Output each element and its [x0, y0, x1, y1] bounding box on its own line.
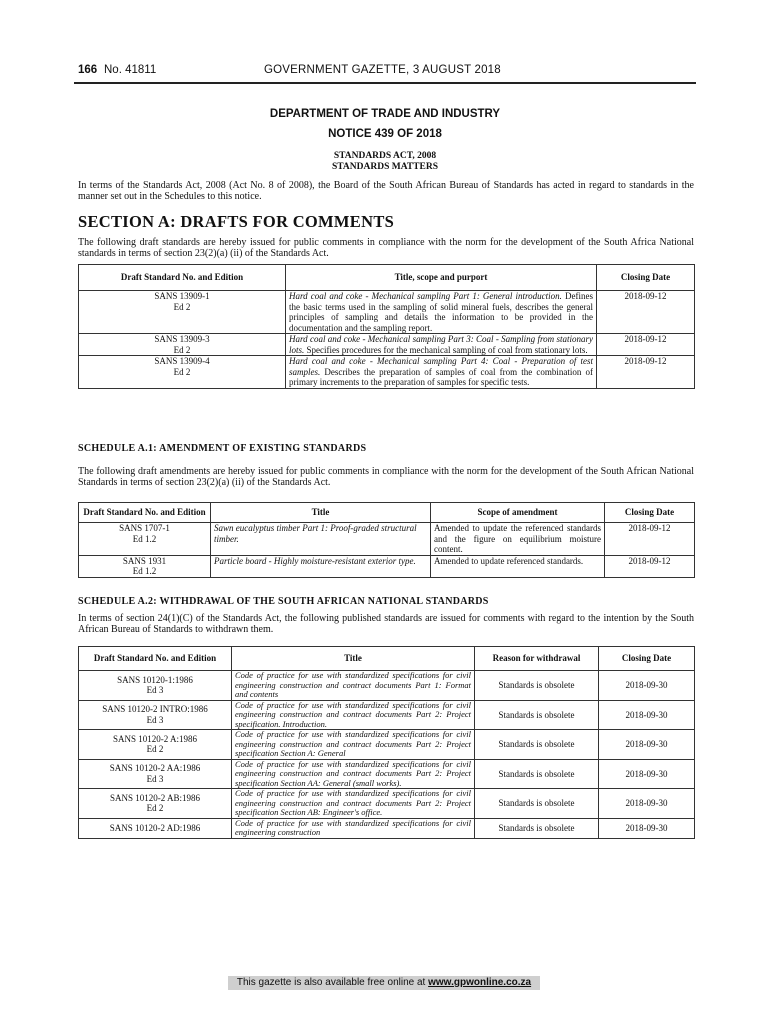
closing-date: 2018-09-30: [599, 730, 695, 760]
withdrawals-table: [78, 646, 695, 839]
standard-title: Code of practice for use with standardized specifications for civil engineering construction: [232, 818, 475, 838]
edition: Ed 2: [146, 744, 164, 755]
edition: Ed 2: [146, 803, 164, 814]
table-row: [79, 759, 695, 789]
edition: Ed 3: [146, 714, 164, 725]
closing-date: 2018-09-12: [597, 291, 695, 334]
standard-title: Hard coal and coke - Mechanical sampling Part 4: Coal - Preparation of test samples.: [289, 356, 593, 377]
withdrawal-reason: Standards is obsolete: [475, 789, 599, 819]
table-row: [79, 356, 695, 389]
closing-date: 2018-09-12: [605, 555, 695, 577]
standard-number: SANS 13909-1: [154, 291, 210, 301]
standard-title: Code of practice for use with standardized specifications for civil engineering construction and contract documents Part 2: Project specification Section AA: General (small works).: [232, 759, 475, 789]
gazette-title: GOVERNMENT GAZETTE, 3 AUGUST 2018: [264, 64, 501, 76]
footer-banner: [228, 976, 540, 990]
table-row: [79, 334, 695, 356]
standard-title: Code of practice for use with standardized specifications for civil engineering construction and contract documents Part 2: Project specification Section AB: Engineer's office.: [232, 789, 475, 819]
table-row: [79, 818, 695, 838]
amendment-scope: Amended to update referenced standards.: [431, 555, 605, 577]
column-header: Closing Date: [597, 265, 695, 291]
withdrawal-reason: Standards is obsolete: [475, 700, 599, 730]
column-header: Title: [232, 647, 475, 671]
standard-title: Particle board - Highly moisture-resistant exterior type.: [211, 555, 431, 577]
standard-title: Sawn eucalyptus timber Part 1: Proof-graded structural timber.: [211, 523, 431, 556]
edition: Ed 2: [173, 344, 191, 355]
standard-number: SANS 13909-4: [154, 356, 210, 366]
column-header: Reason for withdrawal: [475, 647, 599, 671]
standard-title: Code of practice for use with standardized specifications for civil engineering construction and contract documents Part 1: Format and contents: [232, 671, 475, 701]
section-a-text: The following draft standards are hereby issued for public comments in compliance with the norm for the development of the South Africa National standards in terms of section 23(2)(a) (ii) of the Standards Act.: [78, 237, 694, 259]
edition: Ed 2: [173, 366, 191, 377]
act-subtitle: STANDARDS MATTERS: [331, 162, 438, 172]
edition: Ed 1.2: [132, 566, 157, 576]
standard-number: SANS 10120-1:1986: [117, 674, 193, 685]
amendment-scope: Amended to update the referenced standards and the figure on equilibrium moisture content.: [431, 523, 605, 556]
header-rule: [74, 82, 696, 84]
drafts-table: [78, 264, 695, 389]
schedule-a2-heading: SCHEDULE A.2: WITHDRAWAL OF THE SOUTH AFRICAN NATIONAL STANDARDS: [78, 596, 489, 607]
closing-date: 2018-09-12: [597, 356, 695, 389]
schedule-a2-text: In terms of section 24(1)(C) of the Standards Act, the following published standards are issued for comments with regard to the intention by the South African Bureau of Standards to withdrawn them.: [78, 613, 694, 635]
standard-description: Defines the basic terms used in the sampling of solid mineral fuels, describes the general principles of sampling and details the information to be provided in the documentation and the sampling report.: [289, 291, 593, 333]
standard-number: SANS 13909-3: [154, 334, 210, 344]
page-number: 166: [78, 64, 98, 76]
section-a-heading: SECTION A: DRAFTS FOR COMMENTS: [78, 212, 395, 231]
standard-number: SANS 10120-2 AA:1986: [109, 763, 201, 774]
table-row: [79, 730, 695, 760]
closing-date: 2018-09-30: [599, 759, 695, 789]
department-title: DEPARTMENT OF TRADE AND INDUSTRY: [269, 108, 501, 120]
edition: Ed 3: [146, 773, 164, 784]
closing-date: 2018-09-30: [599, 700, 695, 730]
act-title: [74, 151, 696, 173]
column-header: Draft Standard No. and Edition: [79, 647, 232, 671]
standard-number: SANS 10120-2 AD:1986: [109, 822, 201, 833]
website-link[interactable]: www.gpwonline.co.za: [428, 977, 532, 988]
table-row: [79, 291, 695, 334]
schedule-a1-heading: SCHEDULE A.1: AMENDMENT OF EXISTING STANDARDS: [78, 443, 367, 454]
standard-number: SANS 10120-2 A:1986: [112, 733, 197, 744]
schedule-a1-text: The following draft amendments are hereby issued for public comments in compliance with the norm for the development of the South African National Standards in terms of section 23(2)(a) (ii) of the Standards Act.: [78, 466, 694, 488]
running-header: [78, 64, 694, 84]
edition: Ed 3: [146, 685, 164, 696]
standard-number: SANS 1707-1: [119, 523, 170, 533]
edition: Ed 2: [173, 301, 191, 312]
footer-text: This gazette is also available free online at: [236, 977, 429, 988]
withdrawal-reason: Standards is obsolete: [475, 671, 599, 701]
withdrawal-reason: Standards is obsolete: [475, 818, 599, 838]
column-header: Closing Date: [599, 647, 695, 671]
standard-title: Hard coal and coke - Mechanical sampling Part 1: General introduction.: [289, 291, 562, 301]
intro-paragraph: In terms of the Standards Act, 2008 (Act No. 8 of 2008), the Board of the South African Bureau of Standards has acted in regard to standards in the manner set out in the Schedules to this notice.: [78, 180, 694, 202]
standard-number: SANS 1931: [122, 555, 167, 566]
column-header: Title, scope and purport: [286, 265, 597, 291]
standard-description: Specifies procedures for the mechanical sampling of coal from stationary lots.: [304, 344, 588, 355]
standard-description: Describes the preparation of samples of coal from the combination of primary increments to the preparation of samples for specific tests.: [289, 366, 593, 387]
standard-title: Hard coal and coke - Mechanical sampling Part 3: Coal - Sampling from stationary lots.: [289, 334, 593, 355]
closing-date: 2018-09-30: [599, 818, 695, 838]
standard-title: Code of practice for use with standardized specifications for civil engineering construction and contract documents Part 2: Project specification. Introduction.: [232, 700, 475, 730]
act-line: STANDARDS ACT, 2008: [333, 151, 437, 161]
table-row: [79, 555, 695, 577]
withdrawal-reason: Standards is obsolete: [475, 759, 599, 789]
amendments-table: [78, 502, 695, 578]
table-row: [79, 700, 695, 730]
gazette-number: No. 41811: [104, 64, 157, 76]
closing-date: 2018-09-12: [605, 523, 695, 556]
closing-date: 2018-09-30: [599, 671, 695, 701]
standard-number: SANS 10120-2 INTRO:1986: [102, 704, 208, 715]
table-row: [79, 523, 695, 556]
column-header: Draft Standard No. and Edition: [79, 265, 286, 291]
standard-number: SANS 10120-2 AB:1986: [109, 792, 200, 803]
table-row: [79, 789, 695, 819]
column-header: Title: [211, 503, 431, 523]
table-row: [79, 671, 695, 701]
edition: Ed 1.2: [132, 533, 157, 544]
column-header: Closing Date: [605, 503, 695, 523]
column-header: Draft Standard No. and Edition: [79, 503, 211, 523]
closing-date: 2018-09-12: [597, 334, 695, 356]
withdrawal-reason: Standards is obsolete: [475, 730, 599, 760]
notice-title: NOTICE 439 OF 2018: [328, 128, 442, 140]
closing-date: 2018-09-30: [599, 789, 695, 819]
standard-title: Code of practice for use with standardized specifications for civil engineering construction and contract documents Part 2: Project specification Section A: General: [232, 730, 475, 760]
column-header: Scope of amendment: [431, 503, 605, 523]
